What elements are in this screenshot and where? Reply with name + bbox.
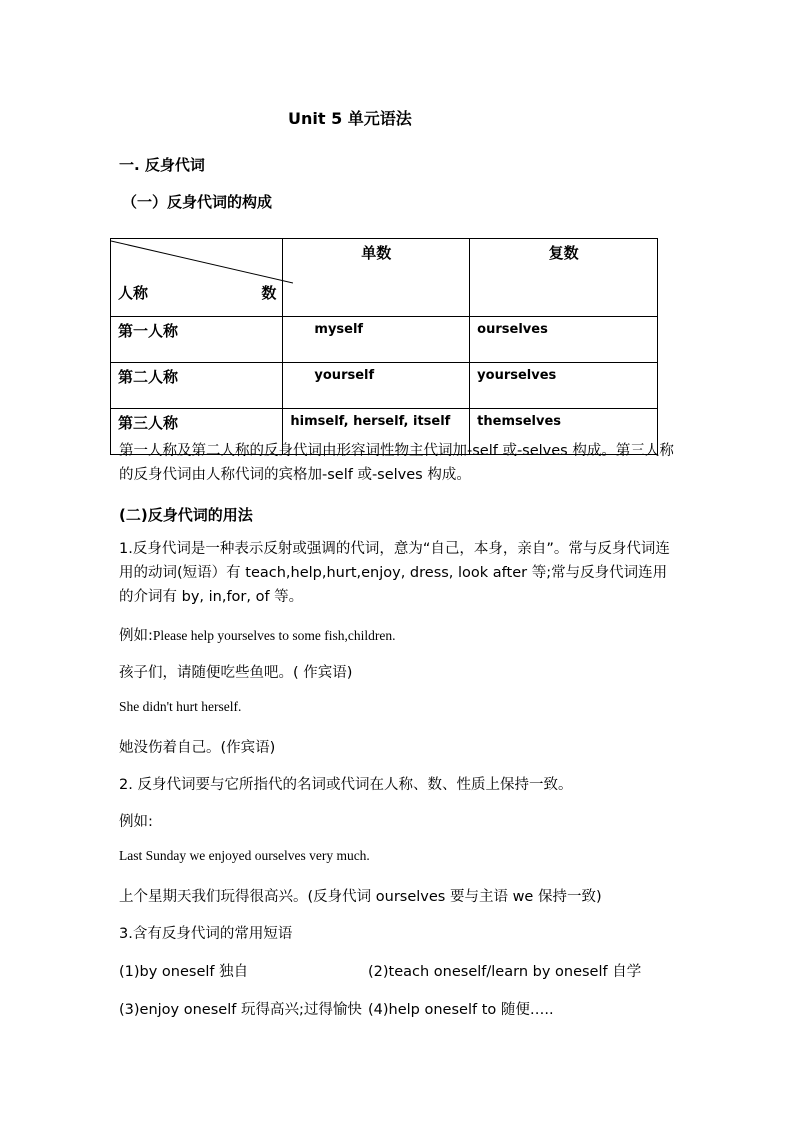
formation-paragraph: 第一人称及第二人称的反身代词由形容词性物主代词加-self 或-selves 构成。第三人称的反身代词由人称代词的宾格加-self 或-selves 构成。 <box>119 443 674 483</box>
example-sentence-chinese: 她没伤着自己。(作宾语) <box>119 740 276 756</box>
header-plural: 复数 <box>470 239 658 317</box>
cell-plural: themselves <box>470 409 658 455</box>
header-singular: 单数 <box>283 239 470 317</box>
table-corner-cell <box>111 239 283 317</box>
example-label: 例如: <box>119 628 153 644</box>
table-row <box>111 363 658 409</box>
phrase-item: (1)by oneself 独自 <box>119 964 249 980</box>
phrase-item: (2)teach oneself/learn by oneself 自学 <box>368 964 642 980</box>
section-heading-reflexive-pronouns: 一. 反身代词 <box>119 156 205 174</box>
cell-plural: ourselves <box>470 317 658 363</box>
phrase-item: (4)help oneself to 随便….. <box>368 1002 554 1018</box>
row-label: 第一人称 <box>111 317 283 363</box>
corner-label-person: 人称 <box>118 284 149 302</box>
subheading-usage: (二)反身代词的用法 <box>119 506 253 524</box>
example-label: 例如: <box>119 814 153 830</box>
example-sentence-chinese: 上个星期天我们玩得很高兴。(反身代词 ourselves 要与主语 we 保持一致) <box>119 889 602 905</box>
usage-paragraph-3: 3.含有反身代词的常用短语 <box>119 926 293 942</box>
reflexive-pronoun-table <box>110 238 658 455</box>
row-label: 第三人称 <box>111 409 283 455</box>
example-sentence-chinese: 孩子们，请随便吃些鱼吧。( 作宾语) <box>119 665 353 681</box>
cell-singular: himself, herself, itself <box>283 409 470 455</box>
cell-singular: yourself <box>283 363 470 409</box>
example-sentence-english: Last Sunday we enjoyed ourselves very much. <box>119 848 370 863</box>
corner-label-number: 数 <box>261 284 277 302</box>
cell-plural: yourselves <box>470 363 658 409</box>
subheading-formation: （一）反身代词的构成 <box>122 193 273 211</box>
table-header-row <box>111 239 658 317</box>
row-label: 第二人称 <box>111 363 283 409</box>
phrase-item: (3)enjoy oneself 玩得高兴;过得愉快 <box>119 1002 362 1018</box>
page-title: Unit 5 单元语法 <box>288 109 412 128</box>
table-row <box>111 317 658 363</box>
usage-paragraph-1: 1.反身代词是一种表示反射或强调的代词，意为“自己，本身，亲自”。常与反身代词连用的动词(短语）有 teach,help,hurt,enjoy, dress, look after 等;常与反身代词连用的介词有 by, in,for, of 等。 <box>119 541 670 605</box>
cell-singular: myself <box>283 317 470 363</box>
example-sentence-english: Please help yourselves to some fish,children. <box>152 628 396 643</box>
example-sentence-english: She didn't hurt herself. <box>119 699 242 714</box>
usage-paragraph-2: 2. 反身代词要与它所指代的名词或代词在人称、数、性质上保持一致。 <box>119 777 573 793</box>
